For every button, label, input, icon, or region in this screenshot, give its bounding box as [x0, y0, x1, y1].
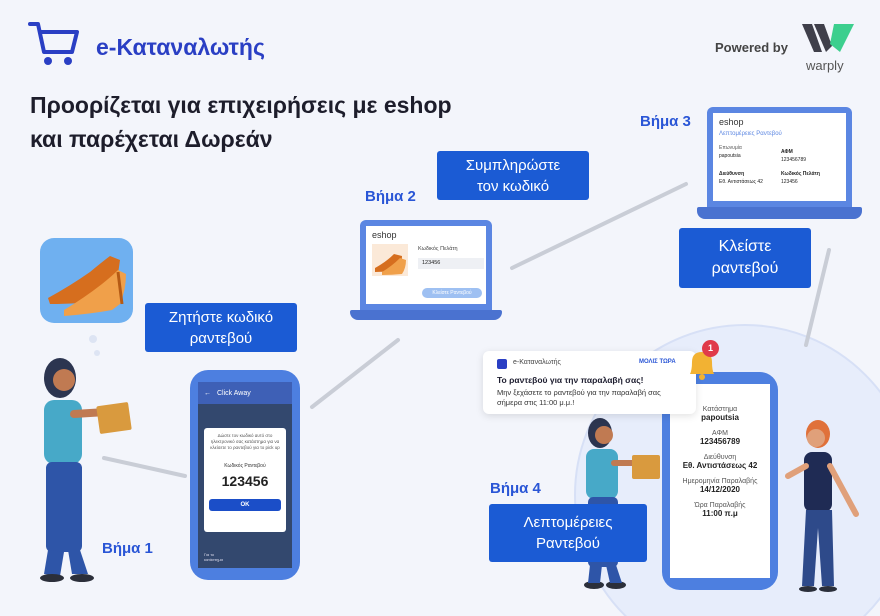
notification-app-icon	[497, 359, 507, 369]
back-arrow-icon[interactable]: ←	[204, 389, 211, 397]
code-label: Κωδικός Ραντεβού	[224, 463, 266, 469]
warply-name: warply	[806, 58, 844, 73]
shoe-icon	[40, 238, 133, 323]
laptop-step3-base	[697, 207, 862, 219]
step4-label: Βήμα 4	[490, 480, 541, 497]
notification-body-line1: Μην ξεχάσετε το ραντεβού για την παραλαβή σας	[497, 388, 661, 397]
headline-line1: Προορίζεται για επιχειρήσεις με eshop	[30, 92, 452, 118]
phone-step1	[190, 370, 300, 580]
code-dialog-message: Δώστε τον κωδικό αυτό στο ηλεκτρονικό σας κατάστημα για να κλείσετε το ραντεβού για το pick up	[210, 433, 280, 450]
laptop-step2-base	[350, 310, 502, 320]
step3-box	[679, 228, 811, 288]
notification-card[interactable]	[483, 351, 696, 414]
laptop3-name-label: Επωνυμία	[719, 145, 742, 151]
store-label: Κατάστημα	[702, 406, 738, 413]
step1-label: Βήμα 1	[102, 540, 153, 557]
customer-code-input[interactable]: 123456	[418, 258, 484, 269]
laptop3-afm-value: 123456789	[781, 157, 807, 163]
laptop2-title: eshop	[372, 230, 397, 240]
phone1-footer-text: Για το κατάστημα	[204, 552, 223, 562]
laptop-step3-screen	[713, 113, 846, 201]
laptop3-addr-value: Εθ. Αντιστάσεως 42	[719, 179, 763, 185]
laptop3-code-value: 123456	[781, 179, 798, 185]
phone1-header-title: Click Away	[217, 389, 251, 397]
notification-body-line2: σήμερα στις 11:00 μ.μ.!	[497, 398, 575, 407]
address-label: Διεύθυνση	[703, 454, 737, 461]
pickup-date-value: 14/12/2020	[699, 485, 741, 494]
address-value: Εθ. Αντιστάσεως 42	[682, 461, 758, 470]
laptop3-name-value: papoutsia	[719, 153, 741, 159]
code-dialog	[204, 428, 286, 532]
laptop3-code-label: Κωδικός Πελάτη	[781, 171, 820, 177]
shoe-thumbnail-icon	[372, 244, 408, 276]
store-value: papoutsia	[701, 413, 739, 422]
page-title	[30, 88, 550, 156]
laptop2-field-label: Κωδικός Πελάτη	[418, 246, 458, 252]
laptop3-title: eshop	[719, 117, 744, 127]
afm-label: ΑΦΜ	[712, 430, 728, 437]
laptop-step2	[360, 220, 492, 310]
step2-box-line1: Συμπληρώστε	[465, 156, 561, 174]
step3-label: Βήμα 3	[640, 113, 691, 130]
headline-line2: και παρέχεται Δωρεάν	[30, 126, 273, 152]
step3-box-line2: ραντεβού	[711, 260, 779, 277]
cart-icon	[28, 20, 80, 68]
laptop3-afm-label: ΑΦΜ	[781, 149, 793, 155]
phone-step1-screen	[198, 382, 292, 568]
warply-logo-icon	[800, 22, 856, 56]
book-appointment-button[interactable]: Κλείστε Ραντεβού	[422, 288, 482, 298]
laptop3-addr-label: Διεύθυνση	[719, 171, 745, 177]
step4-box-line2: Ραντεβού	[536, 535, 600, 552]
appointment-code: 123456	[221, 473, 269, 489]
laptop3-subtitle: Λεπτομέρειες Ραντεβού	[719, 131, 782, 137]
notification-title: Το ραντεβού για την παραλαβή σας!	[497, 375, 644, 385]
shoe-thought-bubble	[40, 238, 133, 323]
powered-by-label: Powered by	[715, 40, 788, 55]
phone1-header	[198, 382, 292, 404]
pickup-time-label: Ώρα Παραλαβής	[694, 502, 746, 509]
pickup-time-value: 11:00 π.μ	[702, 509, 738, 518]
pickup-date-label: Ημερομηνία Παραλαβής	[682, 478, 758, 485]
person-woman-with-phone	[778, 418, 870, 594]
brand-name: e-Καταναλωτής	[96, 34, 265, 60]
step3-box-line1: Κλείστε	[718, 238, 772, 255]
step4-box	[489, 504, 647, 562]
notification-badge: 1	[702, 340, 719, 357]
step2-label: Βήμα 2	[365, 188, 416, 205]
step1-box: Ζητήστε κωδικό ραντεβού	[145, 303, 297, 352]
step2-box-line2: τον κωδικό	[476, 177, 550, 195]
notification-app-name: e-Καταναλωτής	[513, 359, 561, 366]
notification-time: ΜΟΛΙΣ ΤΩΡΑ	[639, 359, 676, 365]
laptop-step2-screen	[366, 226, 486, 304]
ok-button[interactable]: ΟΚ	[209, 499, 281, 511]
afm-value: 123456789	[699, 437, 741, 446]
step4-box-line1: Λεπτομέρειες	[523, 514, 613, 531]
step2-box	[437, 151, 589, 200]
laptop-step3	[707, 107, 852, 207]
